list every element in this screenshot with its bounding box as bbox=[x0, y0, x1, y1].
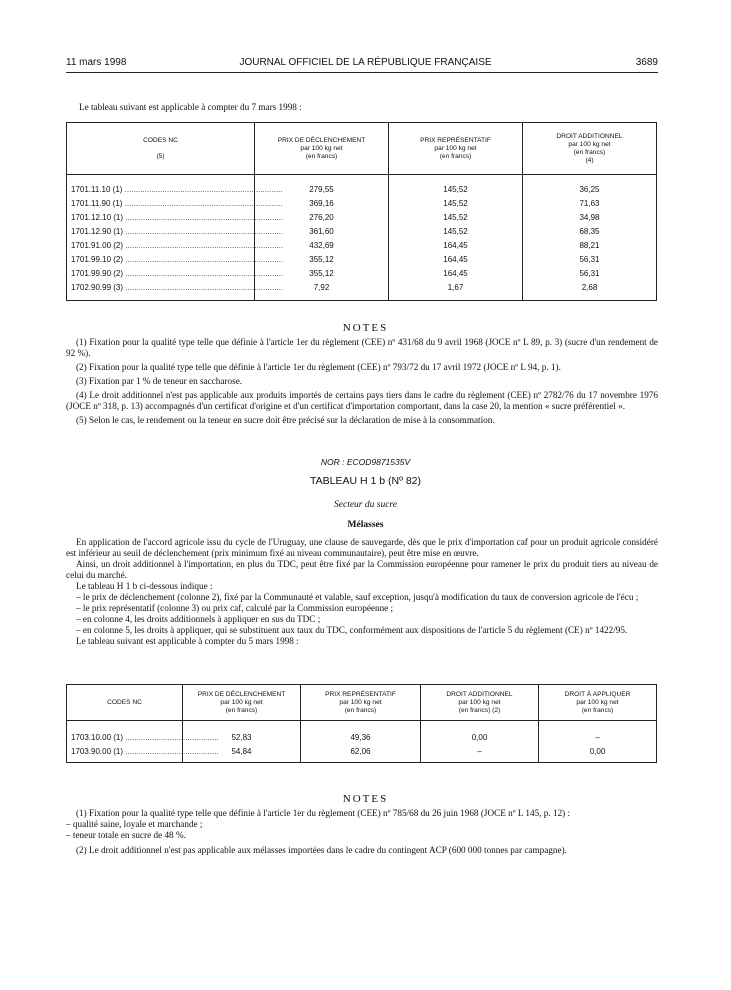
droit-additionnel-cell: 68,35 bbox=[523, 225, 657, 239]
prix-representatif-cell: 145,52 bbox=[389, 211, 523, 225]
code-cell bbox=[67, 267, 284, 281]
body-bullet-3: – en colonne 4, les droits additionnels à appliquer en sus du TDC ; bbox=[76, 614, 321, 624]
prix-declenchement-cell: 432,69 bbox=[255, 239, 389, 253]
table-row bbox=[67, 197, 657, 211]
note2-bullet-1: – qualité saine, loyale et marchande ; bbox=[66, 819, 203, 829]
droit-additionnel-cell: – bbox=[421, 745, 539, 759]
intro-paragraph-1: Le tableau suivant est applicable à compter du 7 mars 1998 : bbox=[79, 102, 302, 112]
note-1: (1) Fixation pour la qualité type telle que définie à l'article 1er du règlement (CEE) nº 431/68 du 9 avril 1968 (JOCE nº L 89, p. 3) (sucre d'un rendement de 92 %). bbox=[66, 337, 658, 358]
prix-declenchement-cell: 279,55 bbox=[255, 183, 389, 197]
code-text: 1701.99.10 (2) bbox=[71, 255, 124, 264]
code-text: 1701.11.10 (1) bbox=[71, 185, 123, 194]
code-cell bbox=[67, 745, 219, 759]
body-para-1: En application de l'accord agricole issu du cycle de l'Uruguay, une clause de sauvegarde, dès que le prix d'importation caf pour un produit agricole considéré est inférieur au seuil de déclenchement (prix minimum fixé au niveau communautaire), peut être mise en œuvre. bbox=[66, 537, 658, 558]
table-row bbox=[67, 239, 657, 253]
table-row bbox=[67, 745, 657, 759]
header-col4-num: (4) bbox=[585, 156, 594, 164]
table-row bbox=[67, 211, 657, 225]
prix-declenchement-cell: 54,84 bbox=[183, 745, 301, 759]
t2-header-codes bbox=[67, 685, 183, 721]
leader-dots: ....................................................................... bbox=[122, 185, 283, 194]
header-date: 11 mars 1998 bbox=[66, 57, 127, 68]
notes-list-2 bbox=[66, 808, 658, 856]
droit-appliquer-cell: 0,00 bbox=[539, 745, 657, 759]
prix-representatif-cell: 164,45 bbox=[389, 253, 523, 267]
prix-representatif-cell: 145,52 bbox=[389, 225, 523, 239]
prix-declenchement-cell: 361,60 bbox=[255, 225, 389, 239]
prix-declenchement-cell: 355,12 bbox=[255, 267, 389, 281]
notes-title-2: NOTES bbox=[342, 793, 389, 805]
body-bullet-4: – en colonne 5, les droits à appliquer, qui se substituent aux taux du TDC, conformément aux dispositions de l'article 5 du règlement (CE) nº 1422/95. bbox=[76, 625, 628, 635]
t2-header-col2-sub: par 100 kg net (en francs) bbox=[220, 698, 263, 714]
leader-dots: ....................................................................... bbox=[123, 283, 284, 292]
table-row bbox=[67, 267, 657, 281]
header-col2-label: PRIX DE DÉCLENCHEMENT bbox=[277, 136, 366, 144]
note2-1: (1) Fixation pour la qualité type telle que définie à l'article 1er du règlement (CEE) nº 785/68 du 26 juin 1968 (JOCE nº L 145, p. 12) : bbox=[76, 808, 571, 818]
leader-dots: ....................................................................... bbox=[123, 241, 284, 250]
t2-header-codes-label: CODES NC bbox=[107, 698, 142, 706]
sugar-table-header bbox=[67, 123, 657, 175]
code-text: 1701.12.90 (1) bbox=[71, 227, 124, 236]
prix-representatif-cell: 49,36 bbox=[301, 731, 421, 745]
t2-header-col2 bbox=[183, 685, 301, 721]
notes-title-1: NOTES bbox=[342, 322, 389, 334]
body-para-2: Ainsi, un droit additionnel à l'importation, en plus du TDC, peut être fixé par la Commission européenne pour ramener le prix du produit tiers au niveau de celui du marché. bbox=[66, 559, 658, 580]
leader-dots: ....................................................................... bbox=[123, 269, 284, 278]
note-3: (3) Fixation par 1 % de teneur en saccharose. bbox=[76, 376, 243, 386]
droit-additionnel-cell: 36,25 bbox=[523, 183, 657, 197]
t2-header-col3 bbox=[301, 685, 421, 721]
header-col3-sub: par 100 kg net (en francs) bbox=[434, 144, 477, 160]
code-text: 1701.12.10 (1) bbox=[71, 213, 124, 222]
header-col3-label: PRIX REPRÉSENTATIF bbox=[420, 136, 491, 144]
header-prix-representatif bbox=[389, 123, 523, 175]
prix-declenchement-cell: 355,12 bbox=[255, 253, 389, 267]
prix-representatif-cell: 145,52 bbox=[389, 197, 523, 211]
header-droit-additionnel bbox=[523, 123, 657, 175]
header-col4-sub: par 100 kg net (en francs) bbox=[568, 140, 611, 156]
secteur-title: Secteur du sucre bbox=[334, 500, 397, 510]
prix-representatif-cell: 164,45 bbox=[389, 239, 523, 253]
header-rule bbox=[66, 72, 658, 73]
code-text: 1701.91.00 (2) bbox=[71, 241, 124, 250]
code-text: 1702.90.99 (3) bbox=[71, 283, 124, 292]
notes-list-1 bbox=[66, 337, 658, 426]
header-col2-sub: par 100 kg net (en francs) bbox=[300, 144, 343, 160]
prix-declenchement-cell: 52,83 bbox=[183, 731, 301, 745]
leader-dots: ....................................................................... bbox=[123, 255, 284, 264]
code-text: 1703.10.00 (1) bbox=[71, 733, 124, 742]
droit-additionnel-cell: 56,31 bbox=[523, 253, 657, 267]
code-cell bbox=[67, 253, 284, 267]
note-5: (5) Selon le cas, le rendement ou la teneur en sucre doit être précisé sur la déclaration de mise à la consommation. bbox=[76, 415, 495, 425]
prix-declenchement-cell: 276,20 bbox=[255, 211, 389, 225]
droit-additionnel-cell: 71,63 bbox=[523, 197, 657, 211]
melasses-table-header bbox=[67, 685, 657, 721]
header-page-number: 3689 bbox=[635, 57, 658, 68]
header-col4-label: DROIT ADDITIONNEL bbox=[556, 132, 623, 140]
nor-reference: NOR : ECOD9871535V bbox=[320, 457, 411, 467]
body-para-4: Le tableau suivant est applicable à compter du 5 mars 1998 : bbox=[76, 636, 299, 646]
droit-additionnel-cell: 2,68 bbox=[523, 281, 657, 295]
droit-appliquer-cell: – bbox=[539, 731, 657, 745]
leader-dots: ....................................................................... bbox=[122, 199, 283, 208]
header-journal-title: JOURNAL OFFICIEL DE LA RÉPUBLIQUE FRANÇAISE bbox=[239, 57, 492, 68]
leader-dots: .......................................... bbox=[123, 747, 219, 756]
t2-header-col4-label: DROIT ADDITIONNEL bbox=[446, 690, 513, 698]
prix-declenchement-cell: 369,16 bbox=[255, 197, 389, 211]
code-cell bbox=[67, 197, 283, 211]
table-row bbox=[67, 281, 657, 295]
note2-2: (2) Le droit additionnel n'est pas applicable aux mélasses importées dans le cadre du contingent ACP (600 000 tonnes par campagne). bbox=[76, 845, 567, 855]
body-bullet-1: – le prix de déclenchement (colonne 2), fixé par la Communauté et valable, sauf exception, jusqu'à modification du taux de conversion agricole de l'écu ; bbox=[76, 592, 639, 602]
t2-header-col4-sub: par 100 kg net (en francs) (2) bbox=[458, 698, 501, 714]
header-codes-num: (5) bbox=[156, 152, 165, 160]
note-2: (2) Fixation pour la qualité type telle que définie à l'article 1er du règlement (CEE) nº 793/72 du 17 avril 1972 (JOCE nº L 94, p. 1). bbox=[76, 362, 561, 372]
table-row bbox=[67, 225, 657, 239]
sugar-table bbox=[66, 122, 657, 301]
prix-representatif-cell: 145,52 bbox=[389, 183, 523, 197]
t2-header-col5-sub: par 100 kg net (en francs) bbox=[576, 698, 619, 714]
prix-representatif-cell: 1,67 bbox=[389, 281, 523, 295]
t2-header-col5-label: DROIT À APPLIQUER bbox=[564, 690, 631, 698]
code-cell bbox=[67, 225, 284, 239]
table-row bbox=[67, 731, 657, 745]
tableau-title: TABLEAU H 1 b (Nº 82) bbox=[309, 475, 421, 487]
body-para-3: Le tableau H 1 b ci-dessous indique : bbox=[76, 581, 213, 591]
code-cell bbox=[67, 211, 284, 225]
code-cell bbox=[67, 183, 283, 197]
header-codes-label: CODES NC bbox=[143, 136, 178, 144]
droit-additionnel-cell: 88,21 bbox=[523, 239, 657, 253]
code-cell bbox=[67, 731, 219, 745]
droit-additionnel-cell: 56,31 bbox=[523, 267, 657, 281]
code-text: 1703.90.00 (1) bbox=[71, 747, 124, 756]
melasses-title: Mélasses bbox=[347, 520, 384, 530]
t2-header-col3-label: PRIX REPRÉSENTATIF bbox=[325, 690, 396, 698]
leader-dots: .......................................... bbox=[123, 733, 219, 742]
droit-additionnel-cell: 0,00 bbox=[421, 731, 539, 745]
code-cell bbox=[67, 281, 284, 295]
code-text: 1701.99.90 (2) bbox=[71, 269, 124, 278]
note2-bullet-2: – teneur totale en sucre de 48 %. bbox=[66, 830, 186, 840]
t2-header-col2-label: PRIX DE DÉCLENCHEMENT bbox=[197, 690, 286, 698]
code-text: 1701.11.90 (1) bbox=[71, 199, 123, 208]
t2-header-col4 bbox=[421, 685, 539, 721]
leader-dots: ....................................................................... bbox=[123, 227, 284, 236]
prix-declenchement-cell: 7,92 bbox=[255, 281, 389, 295]
table-row bbox=[67, 253, 657, 267]
leader-dots: ....................................................................... bbox=[123, 213, 284, 222]
body-bullet-2: – le prix représentatif (colonne 3) ou prix caf, calculé par la Commission européenne ; bbox=[76, 603, 394, 613]
prix-representatif-cell: 62,06 bbox=[301, 745, 421, 759]
body-text bbox=[66, 537, 658, 647]
droit-additionnel-cell: 34,98 bbox=[523, 211, 657, 225]
prix-representatif-cell: 164,45 bbox=[389, 267, 523, 281]
t2-header-col5 bbox=[539, 685, 657, 721]
header-prix-declenchement bbox=[255, 123, 389, 175]
code-cell bbox=[67, 239, 284, 253]
header-codes-nc bbox=[67, 123, 255, 175]
table-row bbox=[67, 183, 657, 197]
note-4: (4) Le droit additionnel n'est pas applicable aux produits importés de certains pays tiers dans le cadre du règlement (CEE) nº 2782/76 du 17 novembre 1976 (JOCE nº 318, p. 13) accompagnés d'un certificat d'origine et d'un certificat d'importation comportant, dans la case 20, la mention « sucre préférentiel ». bbox=[66, 390, 658, 411]
t2-header-col3-sub: par 100 kg net (en francs) bbox=[339, 698, 382, 714]
melasses-table bbox=[66, 684, 657, 763]
